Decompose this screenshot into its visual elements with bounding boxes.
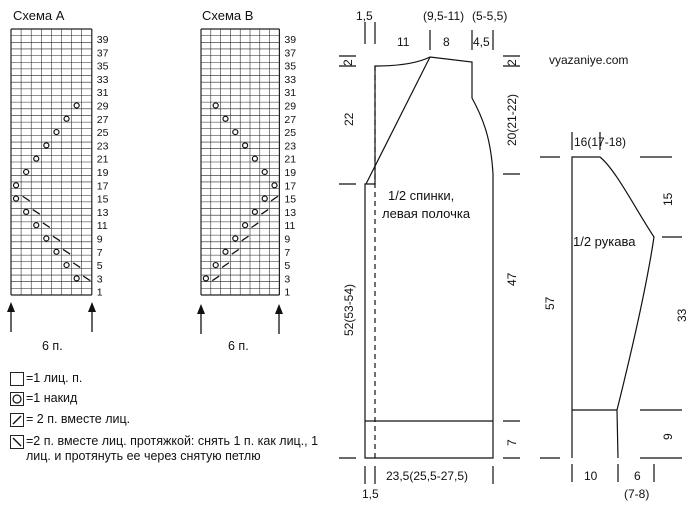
- row-label: 21: [284, 153, 297, 166]
- yarn-over-mark: [14, 183, 19, 188]
- k2tog-mark: [271, 196, 278, 201]
- row-label: 33: [284, 73, 297, 86]
- row-label: 11: [284, 220, 296, 233]
- row-label: 3: [284, 273, 291, 286]
- body-dim-left-small: 2: [341, 59, 355, 66]
- scheme-a: [7, 8, 109, 353]
- yarn-over-mark: [74, 103, 79, 108]
- row-label: 33: [96, 73, 109, 86]
- row-label: 19: [96, 166, 109, 179]
- body-dim-top-shoulder: (9,5-11): [423, 9, 465, 23]
- yarn-over-mark: [44, 143, 49, 148]
- body-dim-bottom-edge: 1,5: [362, 487, 379, 501]
- body-dim-bottom-width: 23,5(25,5-27,5): [386, 469, 469, 483]
- arrow-head: [275, 304, 283, 314]
- sleeve-dim-left-total: 57: [543, 296, 557, 310]
- body-title-line: 1/2 спинки,: [388, 188, 455, 203]
- legend-ssk-text: =2 п. вместе лиц. протяжкой: снять 1 п. как лиц., 1 лиц. и протянуть ее через снятую петлю: [26, 434, 319, 463]
- ssk-icon: [10, 435, 24, 449]
- row-label: 3: [96, 273, 103, 286]
- ssk-mark: [23, 196, 30, 201]
- yarn-over-mark: [223, 116, 228, 121]
- row-label: 29: [284, 100, 297, 113]
- yarn-over-mark: [262, 169, 267, 174]
- sleeve-piece: [540, 132, 682, 482]
- row-label: 25: [96, 127, 109, 140]
- yarn-over-mark: [44, 236, 49, 241]
- row-label: 1: [96, 286, 103, 299]
- yarn-over-mark: [272, 183, 277, 188]
- legend-k2tog-text: = 2 п. вместе лиц.: [26, 412, 131, 426]
- legend-row-yo: [10, 391, 310, 406]
- ssk-mark: [83, 276, 90, 281]
- scheme-b-arrows: [197, 304, 283, 334]
- sleeve-dim-bottom-right: 6: [634, 469, 641, 483]
- yarn-over-mark: [223, 249, 228, 254]
- row-label: 39: [284, 33, 297, 46]
- legend-yo-text: =1 накид: [26, 391, 78, 405]
- body-dim-right-upper: 20(21-22): [505, 93, 519, 146]
- sleeve-dim-right-bottom: 9: [661, 433, 675, 440]
- row-label: 29: [96, 100, 109, 113]
- row-label: 21: [96, 153, 109, 166]
- body-piece-title: [382, 188, 471, 221]
- k2tog-mark: [251, 223, 258, 228]
- row-label: 25: [284, 127, 297, 140]
- body-dim-left-upper: 22: [342, 112, 356, 126]
- scheme-b-stitch-count: 6 п.: [228, 339, 249, 353]
- row-label: 31: [284, 87, 297, 100]
- sleeve-dim-right-mid: 33: [675, 308, 689, 322]
- k2tog-mark: [261, 210, 268, 215]
- yarn-over-mark: [233, 130, 238, 135]
- legend-row-k2tog: [10, 412, 310, 427]
- row-label: 23: [284, 140, 297, 153]
- row-label: 13: [284, 206, 297, 219]
- row-label: 27: [96, 113, 109, 126]
- scheme-b-row-labels: [284, 34, 296, 299]
- ssk-mark: [63, 249, 70, 254]
- row-label: 23: [96, 140, 109, 153]
- body-dim-left-total: 52(53-54): [342, 283, 356, 336]
- yarn-over-mark: [24, 169, 29, 174]
- sleeve-outline: [572, 157, 654, 458]
- yarn-over-mark: [34, 156, 39, 161]
- watermark: vyazaniye.com: [549, 53, 629, 67]
- sleeve-dim-bottom-left: 10: [584, 469, 598, 483]
- yarn-over-mark: [54, 130, 59, 135]
- yarn-over-mark: [24, 209, 29, 214]
- row-label: 11: [96, 220, 108, 233]
- k2tog-mark: [212, 276, 219, 281]
- k2tog-mark: [232, 249, 239, 254]
- row-label: 37: [96, 47, 109, 60]
- row-label: 15: [96, 193, 109, 206]
- yarn-over-mark: [203, 276, 208, 281]
- row-label: 13: [96, 206, 109, 219]
- row-label: 35: [284, 60, 297, 73]
- row-label: 31: [96, 87, 109, 100]
- sleeve-dim-bottom-right-alt: (7-8): [624, 487, 650, 501]
- yarn-over-mark: [74, 276, 79, 281]
- ssk-mark: [33, 210, 40, 215]
- row-label: 9: [284, 233, 291, 246]
- sleeve-title: 1/2 рукава: [573, 234, 636, 249]
- knit-symbol-icon: [10, 372, 24, 386]
- yarn-over-mark: [213, 103, 218, 108]
- row-label: 15: [284, 193, 297, 206]
- yarn-over-mark: [64, 263, 69, 268]
- body-dim-top-edge: 1,5: [356, 9, 373, 23]
- arrow-head: [88, 302, 96, 312]
- yarn-over-mark: [243, 143, 248, 148]
- body-labels: [341, 9, 519, 501]
- yarn-over-mark: [213, 263, 218, 268]
- body-dim-top-left: 11: [397, 35, 410, 49]
- row-label: 37: [284, 47, 297, 60]
- body-dim-right-small: 2: [505, 59, 519, 66]
- row-label: 39: [96, 33, 109, 46]
- body-dim-top-right: 4,5: [473, 35, 490, 49]
- body-piece: [339, 22, 520, 484]
- yarn-over-mark: [34, 223, 39, 228]
- scheme-b-grid: [201, 29, 279, 295]
- k2tog-mark: [222, 263, 229, 268]
- body-dim-right-mid: 47: [505, 272, 519, 286]
- row-label: 1: [284, 286, 291, 299]
- row-label: 7: [284, 246, 291, 259]
- ssk-mark: [53, 236, 60, 241]
- scheme-a-grid: [11, 29, 92, 295]
- yarn-over-mark: [252, 156, 257, 161]
- legend-row-ssk: [10, 434, 330, 464]
- scheme-a-title: Схема А: [13, 8, 65, 23]
- row-label: 27: [284, 113, 297, 126]
- yarn-over-icon: [10, 392, 24, 406]
- body-dim-right-bottom: 7: [505, 439, 519, 446]
- yarn-over-mark: [64, 116, 69, 121]
- body-dim-top-neck: (5-5,5): [472, 9, 508, 23]
- yarn-over-mark: [14, 196, 19, 201]
- yarn-over-mark: [243, 223, 248, 228]
- body-outline: [365, 57, 493, 458]
- scheme-a-marks: [14, 103, 91, 281]
- scheme-b-title: Схема В: [202, 8, 254, 23]
- row-label: 19: [284, 166, 297, 179]
- legend-row-knit: [10, 371, 310, 386]
- yarn-over-mark: [54, 249, 59, 254]
- scheme-a-stitch-count: 6 п.: [42, 339, 63, 353]
- sleeve-dim-right-top: 15: [661, 192, 675, 206]
- row-label: 17: [96, 180, 109, 193]
- body-dim-top-mid: 8: [443, 35, 450, 49]
- sleeve-labels: [543, 135, 689, 501]
- ssk-mark: [43, 223, 50, 228]
- ssk-mark: [73, 263, 80, 268]
- yarn-over-mark: [262, 196, 267, 201]
- k2tog-icon: [10, 413, 24, 427]
- arrow-head: [197, 304, 205, 314]
- scheme-b-marks: [203, 103, 278, 281]
- scheme-a-row-labels: [97, 34, 109, 299]
- legend-knit-text: =1 лиц. п.: [26, 371, 83, 385]
- scheme-a-arrows: [7, 302, 96, 332]
- yarn-over-mark: [233, 236, 238, 241]
- k2tog-mark: [242, 236, 249, 241]
- body-title-line: левая полочка: [382, 206, 471, 221]
- row-label: 7: [96, 246, 103, 259]
- row-label: 5: [96, 260, 103, 273]
- row-label: 9: [96, 233, 103, 246]
- sleeve-dim-top: 16(17-18): [574, 135, 627, 149]
- row-label: 17: [284, 180, 297, 193]
- arrow-head: [7, 302, 15, 312]
- row-label: 5: [284, 260, 291, 273]
- row-label: 35: [96, 60, 109, 73]
- yarn-over-mark: [252, 209, 257, 214]
- scheme-b: [197, 8, 296, 353]
